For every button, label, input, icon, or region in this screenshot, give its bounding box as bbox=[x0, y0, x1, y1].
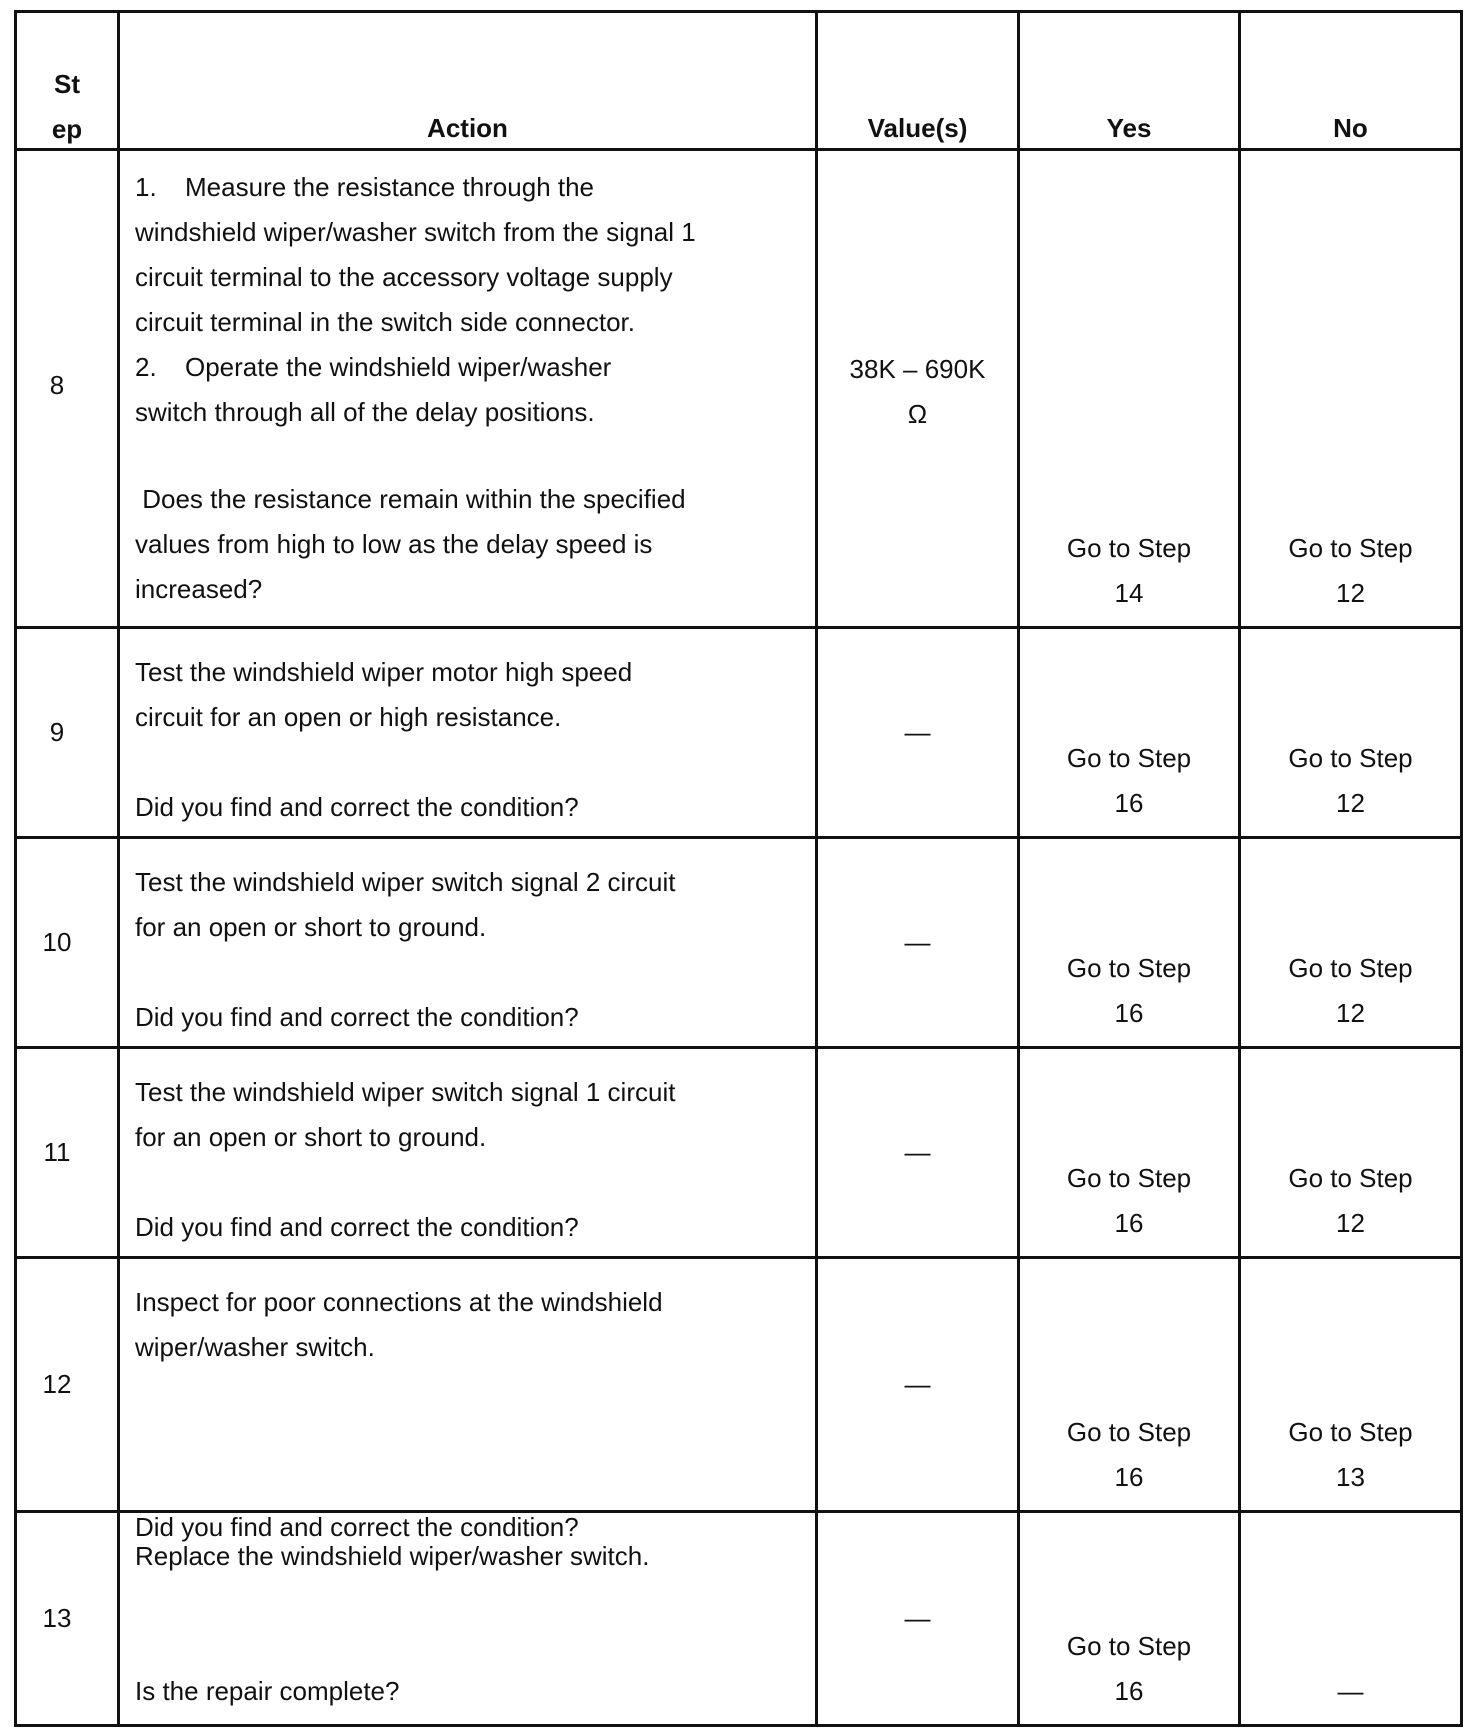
yes-goto: Go to Step 16 bbox=[1066, 1417, 1192, 1492]
action-text: 1. Measure the resistance through the windshield wiper/washer switch from the signal 1 circuit terminal to the accessory voltage supply circuit terminal in the switch side connector. 2. Operate the windshield wiper/washer switch through all of the delay positions. Does the resistance remain within the specified values from high to low as the delay speed is increased? bbox=[135, 172, 696, 604]
action-text: Replace the windshield wiper/washer switch. Is the repair complete? bbox=[135, 1541, 650, 1706]
no-goto: Go to Step 12 bbox=[1288, 1163, 1413, 1238]
value-none: — bbox=[904, 1137, 931, 1167]
yes-goto: Go to Step 16 bbox=[1066, 1631, 1192, 1706]
value-none: — bbox=[904, 1603, 931, 1633]
step-number: 10 bbox=[42, 927, 72, 957]
no-none: — bbox=[1337, 1676, 1364, 1706]
step-number: 9 bbox=[49, 717, 65, 747]
no-goto: Go to Step 12 bbox=[1288, 533, 1413, 608]
table-border-right bbox=[1460, 10, 1463, 1727]
step-number: 12 bbox=[42, 1369, 72, 1399]
table-border-top bbox=[14, 10, 1462, 13]
value-none: — bbox=[904, 1369, 931, 1399]
value-range: 38K – 690K Ω bbox=[849, 354, 986, 429]
header-yes: Yes bbox=[1106, 113, 1152, 143]
yes-goto: Go to Step 14 bbox=[1066, 533, 1192, 608]
action-text: Inspect for poor connections at the windshield wiper/washer switch. Did you find and correct the condition? bbox=[135, 1287, 663, 1542]
row-divider bbox=[14, 626, 1462, 629]
value-none: — bbox=[904, 927, 931, 957]
yes-goto: Go to Step 16 bbox=[1066, 1163, 1192, 1238]
diagnostic-table bbox=[14, 10, 1464, 1735]
no-goto: Go to Step 12 bbox=[1288, 743, 1413, 818]
yes-goto: Go to Step 16 bbox=[1066, 743, 1192, 818]
yes-goto: Go to Step 16 bbox=[1066, 953, 1192, 1028]
no-goto: Go to Step 12 bbox=[1288, 953, 1413, 1028]
column-divider bbox=[815, 10, 818, 1727]
value-none: — bbox=[904, 717, 931, 747]
step-number: 13 bbox=[42, 1603, 72, 1633]
step-number: 11 bbox=[43, 1137, 71, 1167]
action-text: Test the windshield wiper switch signal 1 circuit for an open or short to ground. Did you find and correct the condition? bbox=[135, 1077, 676, 1242]
header-step: St ep bbox=[51, 69, 83, 144]
no-goto: Go to Step 13 bbox=[1288, 1417, 1413, 1492]
header-values: Value(s) bbox=[867, 113, 968, 143]
action-text: Test the windshield wiper switch signal 2 circuit for an open or short to ground. Did you find and correct the condition? bbox=[135, 867, 676, 1032]
table-border-left bbox=[14, 10, 17, 1727]
column-divider bbox=[117, 10, 120, 1727]
step-number: 8 bbox=[49, 370, 65, 400]
header-no: No bbox=[1333, 113, 1368, 143]
row-divider bbox=[14, 836, 1462, 839]
row-divider bbox=[14, 1046, 1462, 1049]
action-text: Test the windshield wiper motor high speed circuit for an open or high resistance. Did you find and correct the condition? bbox=[135, 657, 633, 822]
row-divider bbox=[14, 1256, 1462, 1259]
header-action: Action bbox=[427, 113, 508, 143]
